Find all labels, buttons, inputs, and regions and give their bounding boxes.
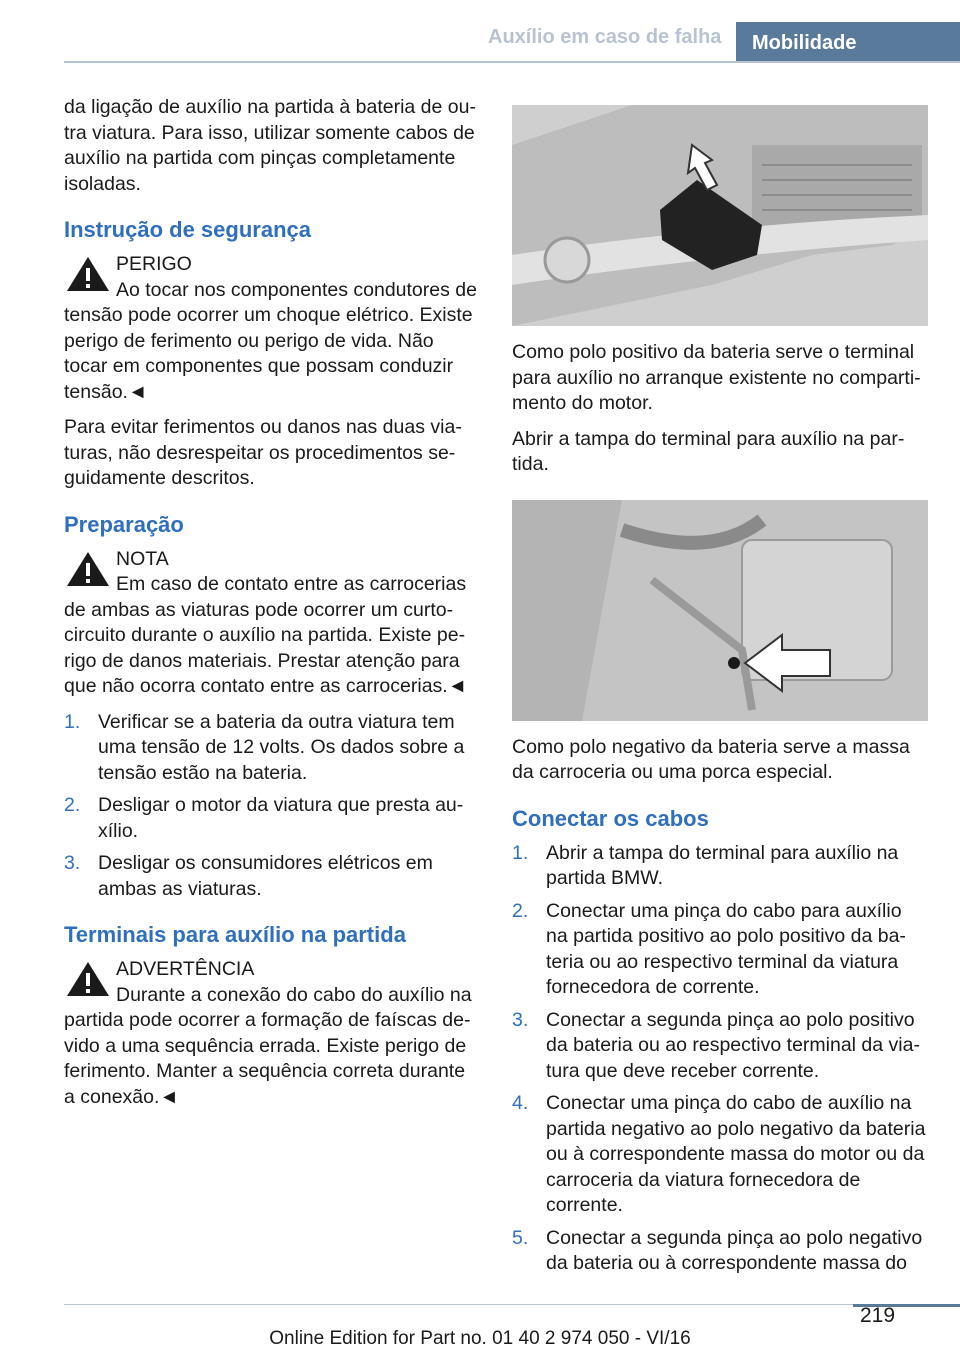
note-notice (64, 547, 478, 700)
danger-label: PERIGO (116, 253, 192, 275)
left-column (64, 95, 478, 1120)
warning-triangle-icon (64, 253, 112, 295)
heading-safety: Instrução de segurança (64, 217, 311, 242)
caption-negative: Como polo negativo da bateria serve a massa da carroceria ou uma porca especial. (512, 735, 910, 783)
footer-rule (64, 1304, 896, 1305)
intro-paragraph: da ligação de auxílio na partida à bateria de outra viatura. Para isso, utilizar somente cabos de auxílio na partida com pinças completamente isoladas. (64, 96, 476, 195)
list-item: 3. Desligar os consumidores elétricos em ambas as viaturas. (64, 852, 433, 900)
chapter-tab: Mobilidade (736, 22, 960, 62)
section-title: Auxílio em caso de falha (488, 26, 722, 48)
safety-paragraph: Para evitar ferimentos ou danos nas duas viaturas, não desrespeitar os procedimentos seguidamente descritos. (64, 416, 462, 489)
note-label: NOTA (116, 547, 169, 570)
list-item: 4. Conectar uma pinça do cabo de auxílio na partida negativo ao polo negativo da bateria ou à correspondente massa do motor ou da carroceria da viatura fornecedora de corrente. (512, 1092, 926, 1216)
connect-steps (512, 841, 928, 1277)
page-number: 219 (860, 1304, 896, 1327)
page-footer (0, 1290, 960, 1362)
caption-positive: Como polo positivo da bateria serve o terminal para auxílio no arranque existente no compartimento do motor. (512, 341, 921, 414)
list-item: 2. Conectar uma pinça do cabo para auxílio na partida positivo ao polo positivo da bateria ou ao respectivo terminal da viatura fornecedora de corrente. (512, 899, 906, 998)
list-item: 1. Verificar se a bateria da outra viatura tem uma tensão de 12 volts. Os dados sobre a tensão estão na bateria. (64, 710, 465, 784)
note-text: Em caso de contato entre as carrocerias de ambas as viaturas pode ocorrer um curto-circuito durante o auxílio na partida. Existe perigo de danos materiais. Prestar atenção para que não ocorra contato entre as carrocerias.◄ (64, 573, 468, 697)
heading-connect-cables: Conectar os cabos (512, 805, 709, 831)
preparation-steps (64, 710, 478, 903)
warning-label: ADVERTÊNCIA (116, 958, 255, 980)
engine-bay-negative-terminal-image (512, 500, 928, 721)
list-item: 3. Conectar a segunda pinça ao polo positivo da bateria ou ao respectivo terminal da viatura que deve receber corrente. (512, 1008, 920, 1082)
list-item: 1. Abrir a tampa do terminal para auxílio na partida BMW. (512, 841, 899, 889)
edition-line: Online Edition for Part no. 01 40 2 974 050 - VI/16 (269, 1328, 691, 1349)
danger-notice (64, 252, 478, 405)
engine-bay-positive-terminal-image (512, 105, 928, 326)
right-column (512, 105, 928, 1287)
list-item: 5. Conectar a segunda pinça ao polo negativo da bateria ou à correspondente massa do (512, 1226, 923, 1274)
heading-preparation: Preparação (64, 511, 184, 537)
warning-notice (64, 957, 478, 1110)
page-header (0, 0, 960, 62)
caption-open-cover: Abrir a tampa do terminal para auxílio na partida. (512, 427, 905, 475)
warning-triangle-icon (64, 548, 112, 590)
list-item: 2. Desligar o motor da viatura que presta auxílio. (64, 794, 464, 842)
header-rule (64, 61, 960, 63)
warning-triangle-icon (64, 958, 112, 1000)
danger-text: Ao tocar nos componentes condutores de tensão pode ocorrer um choque elétrico. Existe perigo de ferimento ou perigo de vida. Não tocar em componentes que possam conduzir tensão.◄ (64, 278, 477, 403)
heading-terminals: Terminais para auxílio na partida (64, 922, 406, 947)
warning-text: Durante a conexão do cabo do auxílio na partida pode ocorrer a formação de faíscas devido a uma sequência errada. Existe perigo de ferimento. Manter a sequência correta durante a conexão.◄ (64, 983, 472, 1108)
